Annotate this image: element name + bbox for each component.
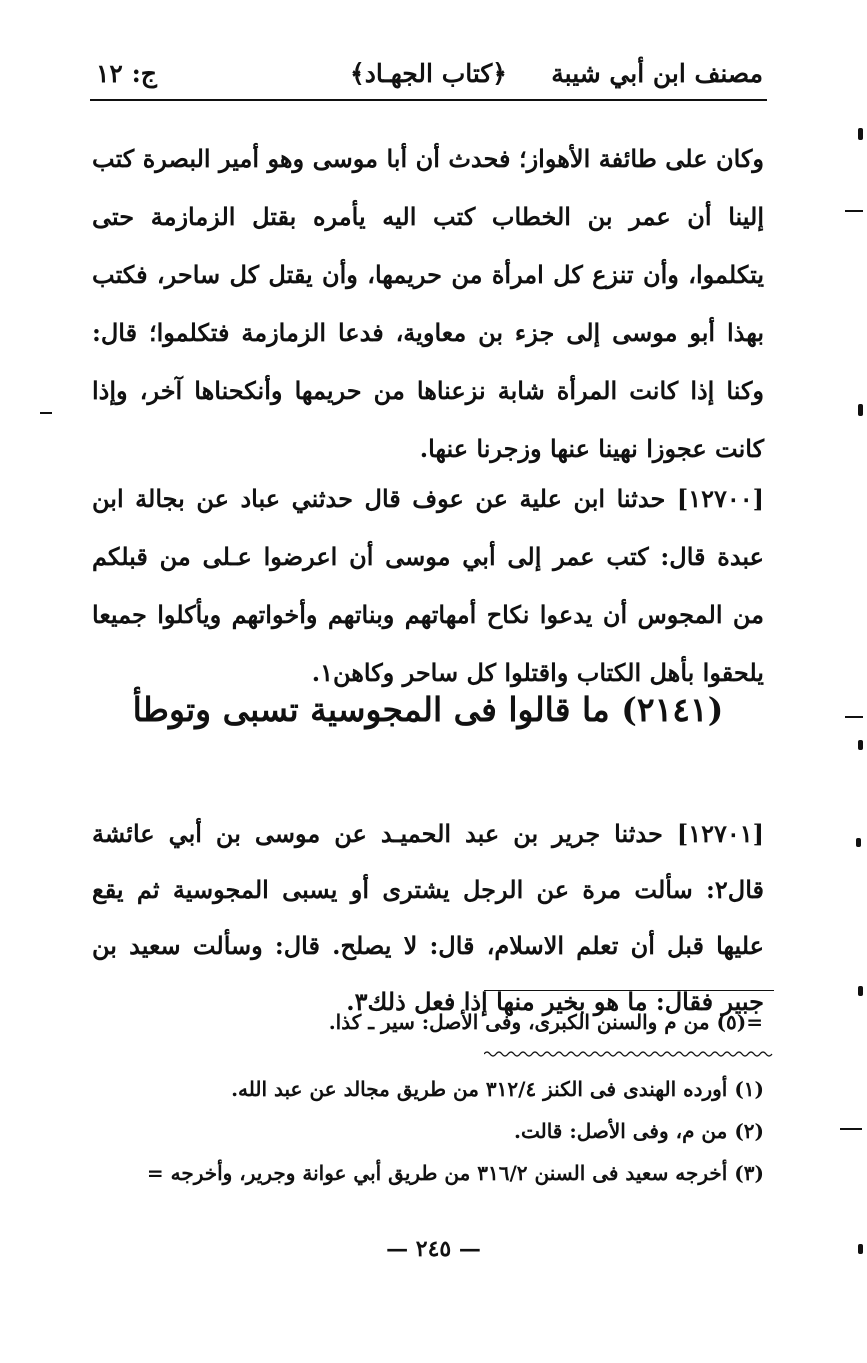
footnote-3: (٣) أخرجه سعيد فى السنن ٣١٦/٢ من طريق أبي عوانة وجرير، وأخرجه =	[146, 1161, 764, 1185]
scan-mark	[40, 412, 52, 414]
footnotes	[92, 1068, 764, 1194]
opening-paragraph: وكان على طائفة الأهواز؛ فحدث أن أبا موسى وهو أمير البصرة كتب إلينا أن عمر بن الخطاب كتب اليه يأمره بقتل الزمازمة حتى يتكلموا، وأن تنزع كل امرأة من حريمها، وأن يقتل كل ساحر، فكتب بهذا أبو موسى إلى جزء بن معاوية، فدعا الزمازمة فتكلموا؛ قال: وكنا إذا كانت المرأة شابة نزعناها من حريمها وأنكحناها آخر، وإذا كانت عجوزا نهينا عنها وزجرنا عنها.	[92, 144, 765, 463]
wavy-divider	[484, 1050, 774, 1058]
scan-mark	[845, 210, 863, 212]
chapter-title: ما قالوا فى المجوسية تسبى وتوطأ	[132, 690, 610, 729]
scan-mark	[845, 716, 863, 718]
scan-mark	[858, 404, 863, 416]
footnote-divider	[484, 990, 774, 991]
footnote-continuation: =(٥) من م والسنن الكبرى، وفى الأصل: سير ـ كذا.	[328, 1010, 763, 1034]
scan-mark	[840, 1128, 862, 1130]
chapter-number: (٢١٤١)	[621, 690, 724, 729]
book-title: مصنف ابن أبي شيبة	[551, 59, 763, 88]
section-title: ﴿كتاب الجهـاد﴾	[350, 59, 507, 88]
hadith-text: حدثنا جرير بن عبد الحميـد عن موسى بن أبي عائشة قال٢: سألت مرة عن الرجل يشترى أو يسبى المجوسية ثم يقع عليها قبل أن تعلم الاسلام، قال: لا يصلح. قال: وسألت سعيد بن جبير فقال: ما هو بخير منها إذا فعل ذلك٣.	[92, 819, 765, 1016]
hadith-12701	[92, 806, 764, 1030]
volume-number: ج: ١٢	[96, 59, 157, 88]
chapter-heading	[92, 690, 764, 729]
footnote-2: (٢) من م، وفى الأصل: قالت.	[514, 1119, 764, 1143]
scan-mark	[856, 838, 861, 847]
hadith-text: حدثنا ابن علية عن عوف قال حدثني عباد عن بجالة ابن عبدة قال: كتب عمر إلى أبي موسى أن اعرضوا عـلى من قبلكم من المجوس أن يدعوا نكاح أمهاتهم وبناتهم وأخواتهم ويأكلوا جميعا يلحقوا بأهل الكتاب واقتلوا كل ساحر وكاهن١.	[92, 484, 764, 687]
page-number: — ٢٤٥ —	[386, 1236, 481, 1262]
scan-mark	[858, 986, 863, 996]
scan-mark	[858, 740, 863, 750]
scan-mark	[858, 1244, 863, 1254]
footnote-1: (١) أورده الهندى فى الكنز ٣١٢/٤ من طريق مجالد عن عبد الله.	[231, 1077, 764, 1101]
hadith-number: [١٢٧٠٠]	[676, 484, 764, 513]
scan-mark	[858, 128, 863, 140]
hadith-number: [١٢٧٠١]	[676, 819, 764, 848]
page-header	[90, 55, 767, 101]
hadith-12700	[92, 470, 764, 702]
